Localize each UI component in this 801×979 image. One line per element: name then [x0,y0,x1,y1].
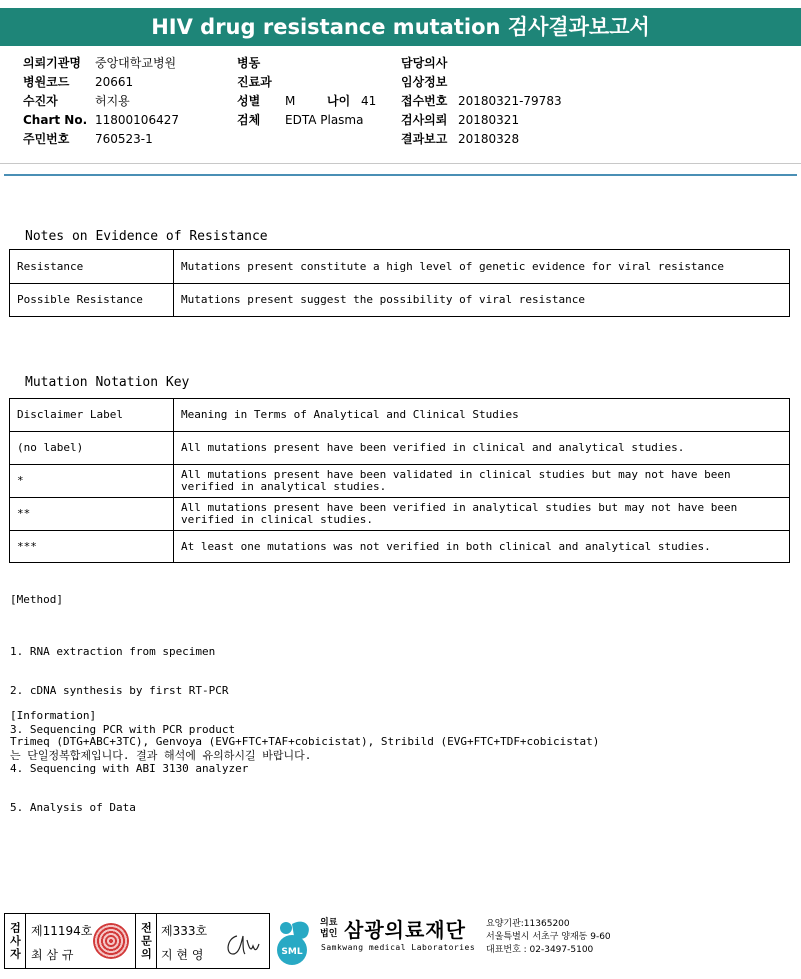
method-step: 1. RNA extraction from specimen [10,645,216,658]
method-step: 2. cDNA synthesis by first RT-PCR [10,684,229,697]
signature-box [4,913,270,969]
table-header-text: Meaning in Terms of Analytical and Clinical Studies [174,399,790,432]
table-row [10,531,790,563]
specialist-name: 지 현 영 [161,948,204,962]
table-header-label: Disclaimer Label [10,399,174,432]
info-row [237,73,376,92]
info-label: 접수번호 [401,94,448,108]
table-row [10,465,790,498]
org-type-top: 의료 [320,918,338,928]
table-cell-text: All mutations present have been verified in analytical studies but may not have been verified in clinical studies. [174,498,790,531]
info-row [23,92,179,111]
info-row [237,92,376,111]
table-cell-label: * [10,465,174,498]
notes-table [9,249,790,317]
divider [0,163,801,164]
info-value: 허지용 [95,94,130,108]
info-row [23,130,179,149]
information-line: 는 단일정복합제입니다. 결과 해석에 유의하시길 바랍니다. [10,749,312,762]
table-cell-text: Mutations present suggest the possibility of viral resistance [174,284,790,317]
information-title: [Information] [10,709,97,722]
inspector-info [31,922,92,964]
org-code: 요양기관:11365200 [486,919,570,929]
sml-logo-icon [272,914,316,966]
info-label: 의뢰기관명 [23,56,81,70]
info-row [237,111,376,130]
method-step: 5. Analysis of Data [10,801,136,814]
table-cell-text: All mutations present have been validated in clinical studies but may not have been verified in analytical studies. [174,465,790,498]
org-contact [486,918,611,957]
method-step: 4. Sequencing with ABI 3130 analyzer [10,762,249,775]
info-label: 진료과 [237,75,272,89]
info-value: EDTA Plasma [285,113,364,127]
patient-info-col3 [401,54,562,149]
notes-title: Notes on Evidence of Resistance [25,229,268,244]
table-row [10,432,790,465]
patient-info-col1 [23,54,179,149]
info-label: 임상정보 [401,75,448,89]
info-label: 병동 [237,56,261,70]
method-step: 3. Sequencing PCR with PCR product [10,723,236,736]
org-address: 서울특별시 서초구 양재동 9-60 [486,932,611,942]
info-value: M [285,94,296,108]
info-label: 나이 [327,94,351,108]
info-row [401,73,562,92]
specialist-label-text: 전문의 [139,921,153,961]
info-label: 성별 [237,94,261,108]
information-line: Trimeq (DTG+ABC+3TC), Genvoya (EVG+FTC+TAF+cobicistat), Stribild (EVG+FTC+TDF+cobicistat) [10,735,600,748]
signature-icon [223,930,263,960]
table-header-row [10,399,790,432]
info-row [401,130,562,149]
org-phone: 대표번호 : 02-3497-5100 [486,945,594,955]
org-name: 삼광의료재단 [344,918,466,942]
info-label: 주민번호 [23,132,70,146]
table-cell-label: *** [10,531,174,563]
logo-text: SML [281,947,303,957]
key-table [9,398,790,563]
table-cell-text: At least one mutations was not verified in both clinical and analytical studies. [174,531,790,563]
info-row [401,111,562,130]
patient-info-col2 [237,54,376,130]
org-name-en: Samkwang medical Laboratories [321,943,476,952]
info-label: 수진자 [23,94,58,108]
info-row [23,111,179,130]
info-value: 11800106427 [95,113,179,127]
info-label: 병원코드 [23,75,70,89]
info-label: 검체 [237,113,261,127]
info-label: 담당의사 [401,56,448,70]
specialist-info [161,922,207,964]
specialist-license: 제333호 [161,924,208,938]
info-row [401,54,562,73]
info-value: 760523-1 [95,132,153,146]
info-value: 중앙대학교병원 [95,56,177,70]
info-row [237,54,376,73]
info-label: 검사의뢰 [401,113,448,127]
info-value: 20180321 [458,113,520,127]
table-row [10,250,790,284]
seal-icon [93,923,129,959]
method-title: [Method] [10,593,63,606]
info-label: 결과보고 [401,132,448,146]
key-title: Mutation Notation Key [25,375,190,390]
info-value: 41 [361,94,377,108]
info-value: 20180321-79783 [458,94,562,108]
report-title: HIV drug resistance mutation 검사결과보고서 [0,8,801,46]
divider [4,174,797,176]
info-row [23,73,179,92]
table-row [10,498,790,531]
table-row [10,284,790,317]
method-list [10,619,248,827]
inspector-label [5,914,26,968]
inspector-label-text: 검사자 [8,921,22,961]
inspector-license: 제11194호 [31,924,93,938]
table-cell-label: (no label) [10,432,174,465]
table-cell-text: Mutations present constitute a high level of genetic evidence for viral resistance [174,250,790,284]
specialist-label [135,914,157,968]
table-cell-label: ** [10,498,174,531]
org-type [320,918,337,940]
inspector-name: 최 삼 규 [31,948,74,962]
table-cell-label: Resistance [10,250,174,284]
info-value: 20180328 [458,132,520,146]
org-type-bottom: 법인 [320,929,338,939]
info-value: 20661 [95,75,134,89]
info-label: Chart No. [23,113,88,127]
info-row [401,92,562,111]
table-cell-label: Possible Resistance [10,284,174,317]
table-cell-text: All mutations present have been verified in clinical and analytical studies. [174,432,790,465]
info-row [23,54,179,73]
